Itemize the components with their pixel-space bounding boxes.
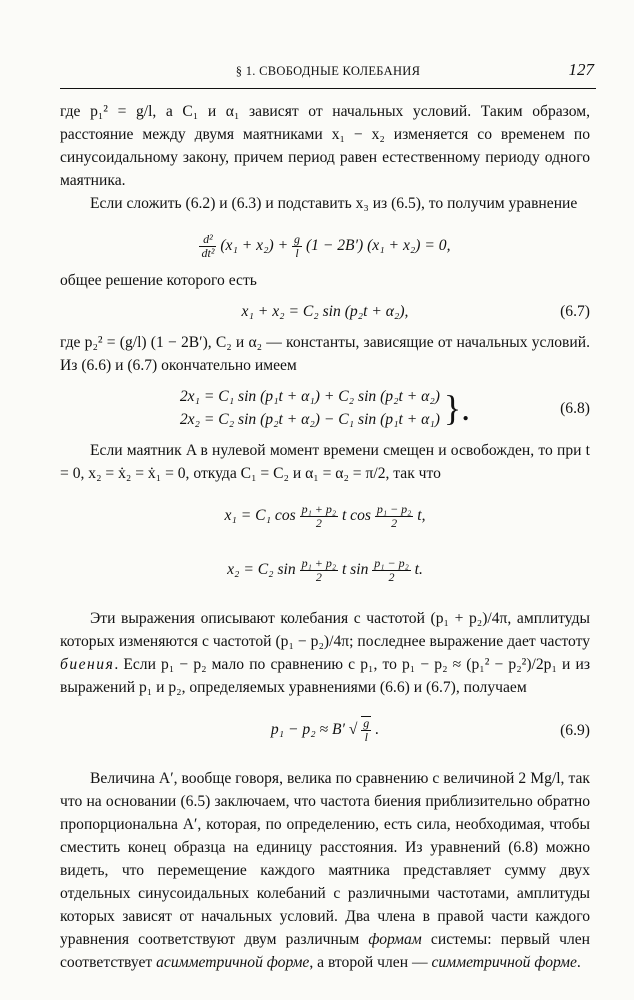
paragraph-2: Если сложить (6.2) и (6.3) и подставить x₃ из (6.5), то получим уравнение <box>90 195 578 212</box>
equation-brace: }. <box>443 388 471 428</box>
equation-6-8-line1: 2x₁ = C₁ sin (p₁t + α₁) + C₂ sin (p₂t + α₂) <box>179 388 440 405</box>
paragraph-5: Если маятник A в нулевой момент времени смещен и освобожден, то при t = 0, x₂ = ẋ₂ = ẋ₁ = 0, откуда C₁ = C₂ и α₁ = α₂ = π/2, так что <box>60 442 590 482</box>
fraction-g-over-l: $\frac{g}{l}$ <box>363 716 370 745</box>
page-number: 127 <box>568 60 594 79</box>
equation-ode-part2: (1 − 2B′) (x₁ + x₂) = 0, <box>305 237 451 254</box>
term-asymmetric-form: асимметричной форме <box>156 954 310 971</box>
term-symmetric-form: симметричной форме <box>431 954 577 971</box>
equation-ode <box>60 223 590 269</box>
equation-6-9: p₁ − p₂ ≈ B′ √ $\frac{g}{l}$ . (6.9) <box>270 716 590 745</box>
equation-x1: x₁ = C₁ cos $\frac{\text{p₁ + p₂}}{2}$ t cos $\frac{\text{p₁ − p₂}}{2}$ t, <box>224 501 426 530</box>
fraction-difference: $\frac{\text{p₁ − p₂}}{2}$ <box>376 501 412 530</box>
paragraph-7: Величина A′, вообще говоря, велика по сравнению с величиной 2 Mg/l, так что на основании (6.5) заключаем, что частота биения приблизительно обратно пропорциональна A′, которая, по определению, есть сила, необходимая, чтобы сместить конец образца на единицу расстояния. Из уравнений (6.8) можно видеть, что перемещение каждого маятника представляет сумму двух отдельных синусоидальных колебаний с различными частотами, амплитуды которых зависят от начальных условий. Два члена в правой части каждого уравнения соответствуют двум различным формам системы: первый член соответствует асимметричной форме, а второй член — симметричной форме. <box>60 770 590 971</box>
paragraph-3: общее решение которого есть <box>60 272 257 289</box>
running-title: § 1. СВОБОДНЫЕ КОЛЕБАНИЯ <box>235 64 421 78</box>
equation-number-6-7: (6.7) <box>560 303 590 320</box>
paragraph-1: где p₁² = g/l, а C₁ и α₁ зависят от начальных условий. Таким образом, расстояние между двумя маятниками x₁ − x₂ изменяется со временем по синусоидальному закону, причем период равен естественному периоду одного маятника. <box>60 103 590 189</box>
paragraph-6: Эти выражения описывают колебания с частотой (p₁ + p₂)/4π, амплитуды которых изменяются с частотой (p₁ − p₂)/4π; последнее выражение дает частоту биения. Если p₁ − p₂ мало по сравнению с p₁, то p₁ − p₂ ≈ (p₁² − p₂²)/2p₁ и из выражений p₁ и p₂, определяемых уравнениями (6.6) и (6.7), получаем <box>60 610 590 696</box>
fraction-derivative: $\frac{\text{d²}}{\text{dt²}}$ <box>201 231 215 260</box>
running-header <box>60 62 596 89</box>
equation-ode-part1: (x₁ + x₂) + <box>220 237 289 254</box>
equation-6-8 <box>60 385 590 431</box>
page-body <box>60 100 590 974</box>
fraction-sum: $\frac{\text{p₁ + p₂}}{2}$ <box>301 555 337 584</box>
fraction-difference: $\frac{\text{p₁ − p₂}}{2}$ <box>374 555 409 584</box>
term-beats: биения <box>60 656 115 673</box>
equation-6-7: x₁ + x₂ = C₂ sin (p₂t + α₂), (6.7) <box>60 300 590 323</box>
equation-number-6-8: (6.8) <box>560 400 590 417</box>
fraction-g-over-l: $\frac{g}{l}$ <box>294 231 301 260</box>
fraction-sum: $\frac{\text{p₁ + p₂}}{2}$ <box>301 501 337 530</box>
term-forms: формам <box>368 931 422 948</box>
paragraph-4: где p₂² = (g/l) (1 − 2B′), C₂ и α₂ — константы, зависящие от начальных условий. Из (6.6) и (6.7) окончательно имеем <box>60 334 590 374</box>
equation-number-6-9: (6.9) <box>560 722 590 739</box>
equation-x2: x₂ = C₂ sin $\frac{\text{p₁ + p₂}}{2}$ t sin $\frac{\text{p₁ − p₂}}{2}$ t. <box>227 555 423 584</box>
equation-6-8-line2: 2x₂ = C₂ sin (p₂t + α₂) − C₁ sin (p₁t + α₁) <box>179 411 440 428</box>
